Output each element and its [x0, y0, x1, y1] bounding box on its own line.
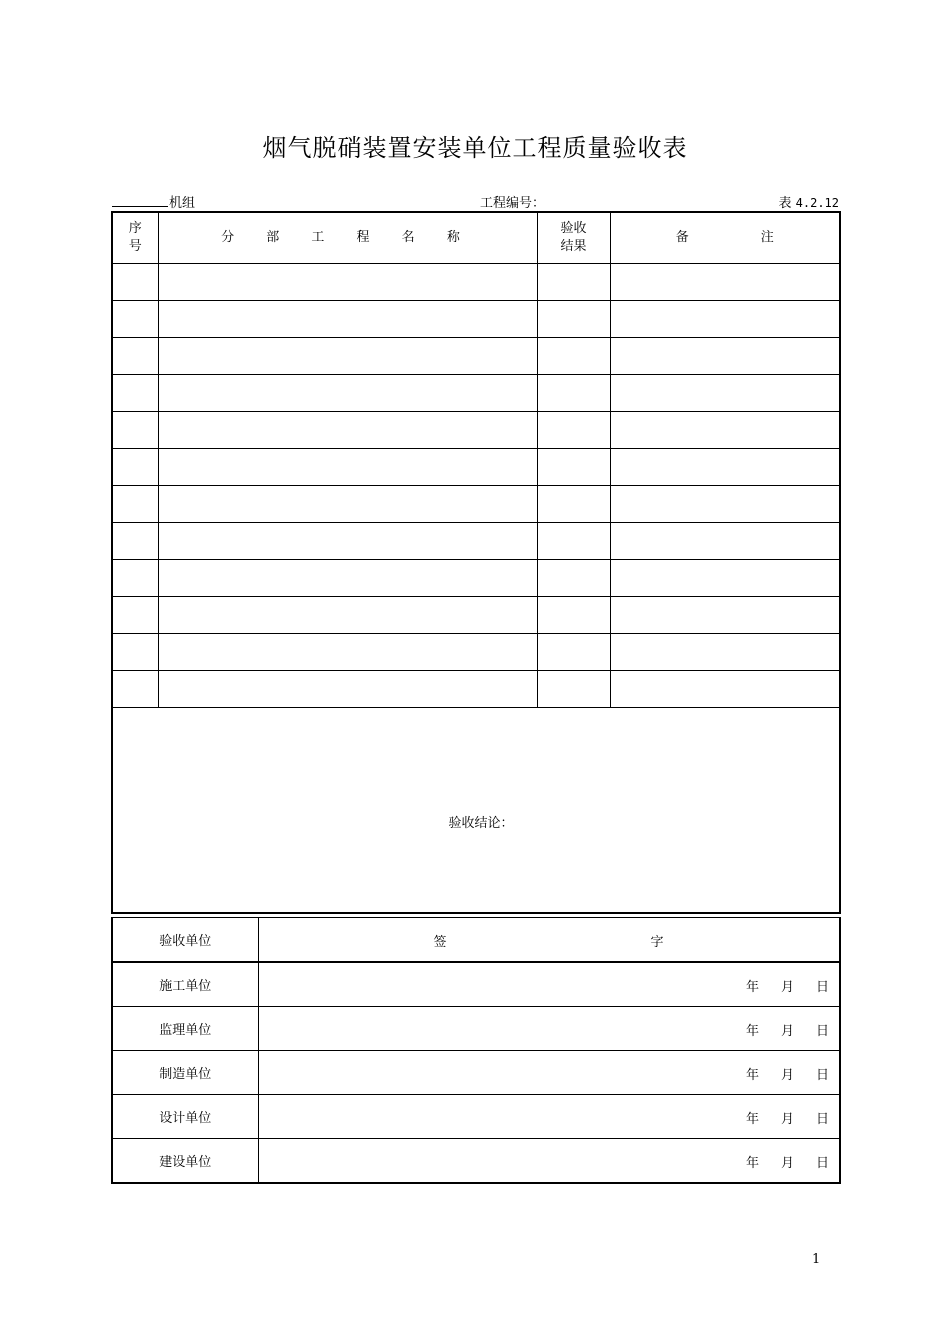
col-name-label: 分 部 工 程 名 称 [221, 230, 474, 245]
note-cell[interactable] [610, 264, 840, 301]
date-day: 日 [815, 1156, 829, 1171]
name-cell[interactable] [158, 264, 537, 301]
conclusion-label: 验收结论： [448, 815, 514, 831]
note-cell[interactable] [610, 412, 840, 449]
signature-date [724, 976, 829, 995]
result-cell[interactable] [537, 264, 610, 301]
signature-field[interactable] [258, 1139, 840, 1184]
name-cell[interactable] [158, 375, 537, 412]
note-cell[interactable] [610, 449, 840, 486]
name-cell[interactable] [158, 301, 537, 338]
name-cell[interactable] [158, 338, 537, 375]
signature-unit-name: 建设单位 [112, 1139, 258, 1184]
date-day: 日 [815, 1068, 829, 1083]
seq-cell[interactable] [112, 449, 158, 486]
project-number-label: 工程编号： [480, 196, 546, 211]
col-note-header [610, 212, 840, 264]
date-day: 日 [815, 980, 829, 995]
signature-sign-header [258, 918, 840, 963]
name-cell[interactable] [158, 597, 537, 634]
unit-label: 机组 [169, 196, 196, 211]
table-number [778, 192, 839, 211]
col-name-header [158, 212, 537, 264]
conclusion-cell[interactable] [112, 708, 840, 914]
date-month: 月 [780, 1112, 794, 1127]
signature-date [724, 1152, 829, 1171]
result-cell[interactable] [537, 338, 610, 375]
result-cell[interactable] [537, 412, 610, 449]
date-day: 日 [815, 1112, 829, 1127]
signature-table [111, 917, 841, 1184]
table-number-prefix: 表 [778, 196, 792, 211]
date-year: 年 [745, 1112, 759, 1127]
date-year: 年 [745, 1156, 759, 1171]
note-cell[interactable] [610, 671, 840, 708]
name-cell[interactable] [158, 412, 537, 449]
table-row [112, 301, 840, 338]
date-year: 年 [745, 1068, 759, 1083]
date-day: 日 [815, 1024, 829, 1039]
col-result-header [537, 212, 610, 264]
col-result-line1: 验收 [560, 221, 587, 236]
seq-cell[interactable] [112, 375, 158, 412]
signature-header-row [112, 918, 840, 963]
signature-row [112, 1051, 840, 1095]
result-cell[interactable] [537, 375, 610, 412]
table-row [112, 560, 840, 597]
name-cell[interactable] [158, 523, 537, 560]
signature-row [112, 1007, 840, 1051]
table-header-row [112, 212, 840, 264]
result-cell[interactable] [537, 597, 610, 634]
date-month: 月 [780, 1068, 794, 1083]
result-cell[interactable] [537, 634, 610, 671]
date-month: 月 [780, 1024, 794, 1039]
seq-cell[interactable] [112, 634, 158, 671]
table-row [112, 634, 840, 671]
seq-cell[interactable] [112, 486, 158, 523]
table-number-value: 4.2.12 [795, 196, 839, 210]
table-row [112, 412, 840, 449]
name-cell[interactable] [158, 671, 537, 708]
table-row [112, 523, 840, 560]
result-cell[interactable] [537, 523, 610, 560]
signature-row [112, 1095, 840, 1139]
date-month: 月 [780, 1156, 794, 1171]
note-cell[interactable] [610, 560, 840, 597]
table-row [112, 264, 840, 301]
seq-cell[interactable] [112, 597, 158, 634]
signature-unit-header: 验收单位 [112, 918, 258, 963]
result-cell[interactable] [537, 486, 610, 523]
result-cell[interactable] [537, 301, 610, 338]
col-seq-line2: 号 [128, 239, 142, 254]
note-cell[interactable] [610, 338, 840, 375]
conclusion-row [112, 708, 840, 914]
col-note-label-a: 备 [675, 230, 689, 245]
result-cell[interactable] [537, 449, 610, 486]
note-cell[interactable] [610, 597, 840, 634]
signature-unit-name: 施工单位 [112, 962, 258, 1007]
seq-cell[interactable] [112, 523, 158, 560]
signature-unit-name: 制造单位 [112, 1051, 258, 1095]
col-seq-line1: 序 [128, 221, 142, 236]
signature-date [724, 1064, 829, 1083]
seq-cell[interactable] [112, 301, 158, 338]
signature-date [724, 1108, 829, 1127]
form-header [112, 191, 839, 209]
signature-row [112, 962, 840, 1007]
signature-field[interactable] [258, 962, 840, 1007]
table-row [112, 597, 840, 634]
col-seq-header [112, 212, 158, 264]
date-year: 年 [745, 980, 759, 995]
seq-cell[interactable] [112, 264, 158, 301]
seq-cell[interactable] [112, 560, 158, 597]
result-cell[interactable] [537, 560, 610, 597]
sign-header-char-b: 字 [650, 935, 664, 950]
page-title: 烟气脱硝装置安装单位工程质量验收表 [262, 134, 688, 162]
note-cell[interactable] [610, 375, 840, 412]
table-row [112, 486, 840, 523]
table-row [112, 338, 840, 375]
date-year: 年 [745, 1024, 759, 1039]
seq-cell[interactable] [112, 412, 158, 449]
table-row [112, 671, 840, 708]
table-row [112, 449, 840, 486]
date-month: 月 [780, 980, 794, 995]
unit-blank-field[interactable] [112, 191, 168, 207]
signature-unit-name: 监理单位 [112, 1007, 258, 1051]
signature-unit-name: 设计单位 [112, 1095, 258, 1139]
signature-row [112, 1139, 840, 1184]
name-cell[interactable] [158, 486, 537, 523]
subproject-table [111, 211, 841, 914]
note-cell[interactable] [610, 523, 840, 560]
col-result-line2: 结果 [560, 239, 587, 254]
table-row [112, 375, 840, 412]
signature-field[interactable] [258, 1051, 840, 1095]
note-cell[interactable] [610, 634, 840, 671]
name-cell[interactable] [158, 560, 537, 597]
page-number: 1 [812, 1252, 821, 1267]
seq-cell[interactable] [112, 338, 158, 375]
signature-field[interactable] [258, 1007, 840, 1051]
note-cell[interactable] [610, 301, 840, 338]
result-cell[interactable] [537, 671, 610, 708]
sign-header-char-a: 签 [433, 935, 447, 950]
note-cell[interactable] [610, 486, 840, 523]
seq-cell[interactable] [112, 671, 158, 708]
signature-date [724, 1020, 829, 1039]
name-cell[interactable] [158, 634, 537, 671]
col-note-label-b: 注 [760, 230, 774, 245]
name-cell[interactable] [158, 449, 537, 486]
signature-field[interactable] [258, 1095, 840, 1139]
